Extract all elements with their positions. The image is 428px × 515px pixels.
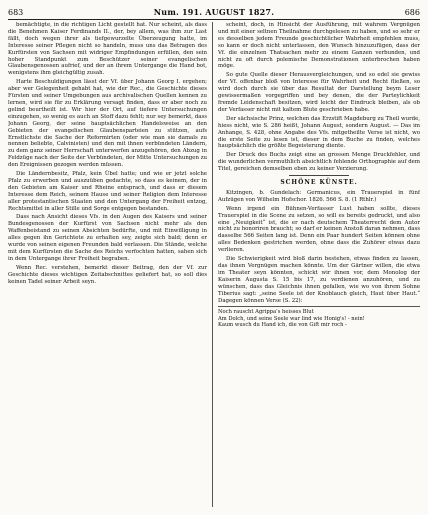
column-divider (212, 22, 213, 507)
paragraph: Wenn irgend ein Bühnen-Verfasser Lust haben sollte, dieses Trauerspiel in die Scene zu setzen, so will es bereits gedruckt, und also eine „Neuigkeit“ ist, die er nach deutschem Theaterrecht dem Autor nicht zu honoriren braucht; so darf er keinen Anstoß daran nehmen, dass dasselbe 566 Seiten lang ist. Denn ein Paar hundert Seiten können ohne alles Bedenken gestrichen werden, ohne dass die Zuhörer etwas dazu verlieren. (218, 205, 420, 254)
paragraph: scheint, doch, in Hinsicht der Ausführung, mit wahrem Vergnügen und mit einer seltnen Theilnahme durchgelesen zu haben, und so sehr er es desselben jedem Freunde geschichtlicher Wahrheit empfehlen muss, so kann er doch nicht unterlassen, den Wunsch hinzuzufügen, dass der Vf. die einzelnen Thatsachen mehr zu einem Ganzen verbunden, und nicht zu oft durch polemische Demonstrationen unterbrochen haben möge. (218, 22, 420, 70)
section-title: SCHÖNE KÜNSTE. (280, 179, 358, 187)
section-rule (289, 175, 349, 176)
issue-heading: Num. 191. AUGUST 1827. (153, 7, 275, 17)
header-rule (8, 19, 420, 20)
paragraph: bemächtigte, in die richtigen Licht gestellt hat. Nur scheint, als dass die Benehmen Kaiser Ferdinands II., der, bey allem, was ihm zur Last fällt, doch wegen ihrer als tiefgewurzelte Überzeugung hatte, im Interesse seiner Pflegen nicht so handeln, muss uns das Betragen des Kurfürsten von Sachsen mit widriger Empfindungen erfüllen, den sein hoher Standpunkt zum Beschützer seiner evangelischen Glaubensgenossen aufrief, und der an ihrem Untergange die Hand bot, wenigstens ihm gleichgültig zusah. (8, 22, 207, 77)
quote-line: Am Dolch, und seine Seele war lind wie Honig's! - nein! (218, 315, 365, 322)
paragraph: So gute Quelle dieser Herausvergleichungen, und so edel sie gewiss der Vf. offenbar bloß von Interesse für Wahrheit und Recht fließen, so wird doch durch sie über das Resultat der Darstellung beym Leser gewissermaßen vorgegriffen und bey denen, die der Parteylichkeit fremde Leidenschaft besitzen, wird leicht der Eindruck bleiben, als ob der Verfasser nicht mit kaltem Blute geschrieben habe. (218, 72, 420, 113)
paragraph: Der sächsische Prinz, welchen das Erzstift Magdeburg zu Theil wurde, hiess nicht, wie S. 286 heißt, Johann August, sondern August. — Das im Anhange, S. 428, ohne Angabe des Vfs. mitgetheilte Verse ist nicht, wo die erste Seite zu lesen ist, dieser in dem Buche zu finden, welches hauptsächlich die größte Begeisterung diente. (218, 115, 420, 150)
paragraph: Harte Beschuldigungen lässt der Vf. über Johann Georg I. ergehen; aber wer Gelegenheit gehabt hat, wie der Rec., die Geschichte dieses Fürsten und seiner Umgebungen aus archivalischen Quellen kennen zu lernen, wird sie für zu Erklärung versagt finden, dass er aber noch zu gelind beurtheilt ist. Wir hier der Ort, auf tiefere Untersuchungen einzugehen, so wenig es auch an Stoff dazu fehlt; nur sey bemerkt, dass Johann Georg, der seine hauptsächlichen Handelsweise an den Gebieten der evangelischen Glaubensparteien zu stützen, aufs Ernstlichste die Sache der Reformirten (oder wie man sie damals zu nennen beliebte, Calvinisten) und den mit ihnen verbündeten Ländern, zu dem ganz seiner Herrschaft unterwerfen anzugehören, den Abzug in Feldzüge nach der Seite der Verbündeten, der Mitte Untersuchungen zu den Ereignissen gezogen werden müssen. (8, 79, 207, 169)
left-column (8, 22, 207, 507)
right-column (218, 22, 420, 507)
verse-quote (218, 306, 420, 329)
review-entry-head: Kitzingen, b. Gundelach: Germanicus, ein Trauerspiel in fünf Aufzügen von Wilhelm Hofschor. 1826. 566 S. 8. (1 Rthlr.) (218, 189, 420, 203)
paragraph: Die Ländernbesitz, Pfalz, kein Übel hatte; und wie er jetzt solche Pfalz zu erwerben und auszuüben gedachte, so dass es keinem, der in den Gebieten am Kaiser und Rheine entsprach, und dass er diesem Interesse dem Reich, seinem Hause und seiner Religion dem Interesse aller protestantischen Staaten und den Untergang der Freiheit entzog, Rechtsmittel in aller Stille und Sorge entgegen bestanden. (8, 171, 207, 212)
paragraph: Der Druck des Buchs zeigt eine an grossen Menge Druckfehler, und die wunderlichen vermuthlich absichtlich fehlende Orthographie auf dem Titel, gereichen demselben eben zu keiner Verzierung. (218, 152, 420, 173)
paragraph: Die Schwierigkeit wird bloß darin bestehen, etwas finden zu lassen, das ihnen Vergnügen machen könnte. Um der Gärtner willen, die etwa im Theater seyn könnten, schickt wir ihnen vor, dem Monolog der Kaiserin Augusta S. 15 bis 17, zu verdienen anzuhören, und zu wünschen, dass das Gleichnis ihnen gefallen, wie wo von ihrem Sohne Tiberius sagt: „seine Seele ist der Knoblauch gleich, Haut über Haut.“ Dagegen können Verse (S. 22): (218, 256, 420, 304)
page-number-left: 683 (8, 7, 24, 17)
paragraph: Wenn Rec. verstehen, bemerkt dieser Beitrag, den der Vf. zur Geschichte dieses wichtigen Zeitabschnittes geliefert hat, so soll dies keinen Tadel seiner Arbeit seyn. (8, 264, 207, 285)
quote-line: Noch rauscht Agrippa’s heisses Blut (218, 309, 314, 316)
page-number-right: 686 (404, 7, 420, 17)
paragraph: Dass nach Ansicht dieses Vfs. in den Augen des Kaisers und seiner Bundesgenossen der Kurfürst von Sachsen nicht mehr als den Waffenbeistand zu seinen Absichten bedürfte, und mit Einwilligung in alles gegen ihn Gerichtete zu erhalten sey, zeigte sich bald; denn er wurde von seinen eigenen Freunden bald verlassen. Die Stände, welche mit dem Kurfürsten die Sache des Reichs verfochten hatten, sahen sich in dem Untergange ihrer Freiheit begraben. (8, 214, 207, 262)
quote-line: Kaum wusch du Hand ich, die von Gift mir roch - (218, 322, 347, 329)
page-header (8, 6, 420, 18)
